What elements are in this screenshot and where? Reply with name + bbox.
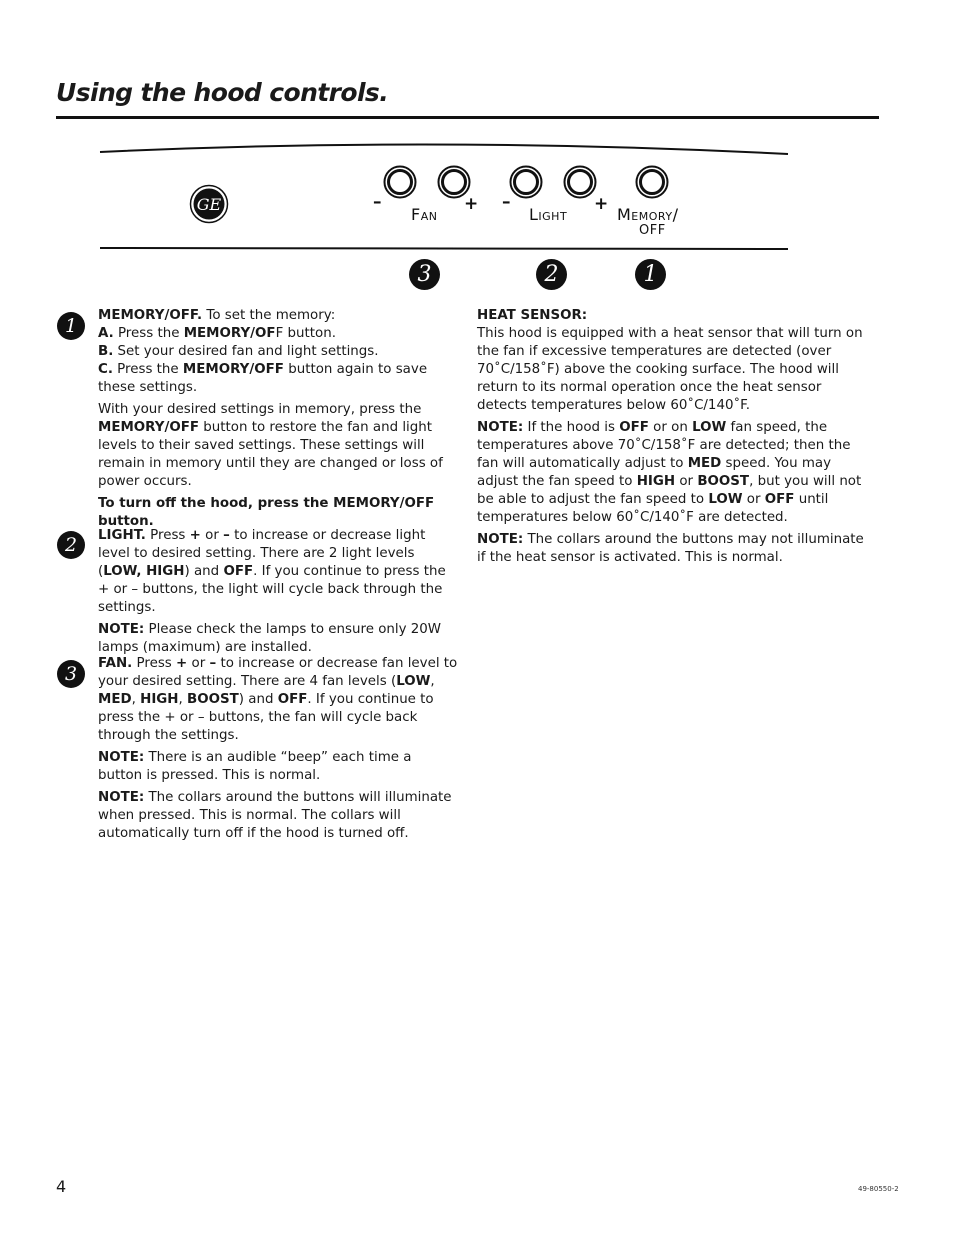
light-minus-button[interactable] [509,165,543,199]
memory-steps: MEMORY/OFF. To set the memory: A. Press the MEMORY/OFF button. B. Set your desired fan and light settings. C. Press the MEMORY/OFF button again to save these settings. [98,308,428,395]
fan-plus-sign: + [464,194,479,214]
ge-logo-icon [189,184,229,224]
fan-plus-button[interactable] [437,165,471,199]
light-minus-sign: – [502,192,511,212]
light-label: Light [529,205,568,224]
fan-label: Fan [411,205,438,224]
page-title: Using the hood controls. [56,78,389,107]
light-plus-button[interactable] [563,165,597,199]
fan-paragraph: FAN. Press + or – to increase or decrease fan level to your desired setting. There are 4 fan levels (LOW, MED, HIGH, BOOST) and OFF. If you continue to press the + or – buttons, the fan will cycle back through the settings. [98,656,458,743]
section-number-badge: 2 [57,531,85,559]
light-note: NOTE: Please check the lamps to ensure only 20W lamps (maximum) are installed. [98,622,442,655]
light-paragraph: LIGHT. Press + or – to increase or decrease light level to desired setting. There are 2 light levels (LOW, HIGH) and OFF. If you continue to press the + or – buttons, the light will cycle back through the settings. [98,528,446,615]
memory-label: Memory/ [617,205,679,224]
fan-note-beep: NOTE: There is an audible “beep” each time a button is pressed. This is normal. [98,750,412,783]
heat-sensor-paragraph: HEAT SENSOR: This hood is equipped with a heat sensor that will turn on the fan if excessive temperatures are detected (over 70˚C/158˚F) above the cooking surface. The hood will return to its normal operation once the heat sensor detects temperatures below 60˚C/140˚F. [477,308,863,413]
memory-restore-paragraph: With your desired settings in memory, press the MEMORY/OFF button to restore the fan and light levels to their saved settings. These settings will remain in memory until they are changed or loss of power occurs. [98,402,443,489]
control-panel-illustration [0,0,954,300]
off-label: OFF [639,223,666,238]
panel-outline [0,0,954,300]
logo-text: GE [196,195,222,214]
light-plus-sign: + [594,194,609,214]
fan-minus-sign: – [373,192,382,212]
heat-sensor-note-2: NOTE: The collars around the buttons may not illuminate if the heat sensor is activated. This is normal. [477,532,864,565]
memory-off-button[interactable] [635,165,669,199]
callout-badge: 2 [536,259,567,290]
document-code: 49-80550-2 [858,1185,899,1193]
memory-turn-off-paragraph: To turn off the hood, press the MEMORY/OFF button. [98,496,435,529]
section-number-badge: 3 [57,660,85,688]
light-section [98,527,458,661]
title-rule [56,116,879,119]
fan-minus-button[interactable] [383,165,417,199]
heat-sensor-note-1: NOTE: If the hood is OFF or on LOW fan speed, the temperatures above 70˚C/158˚F are detected; then the fan will automatically adjust to MED speed. You may adjust the fan speed to HIGH or BOOST, but you will not be able to adjust the fan speed to LOW or OFF until temperatures below 60˚C/140˚F are detected. [477,420,862,525]
fan-section [98,655,458,847]
fan-note-collars: NOTE: The collars around the buttons will illuminate when pressed. This is normal. The collars will automatically turn off if the hood is turned off. [98,790,452,841]
callout-badge: 1 [635,259,666,290]
page-number: 4 [56,1177,67,1196]
callout-badge: 3 [409,259,440,290]
memory-section [98,307,460,535]
section-number-badge: 1 [57,312,85,340]
heat-sensor-section [477,307,873,571]
